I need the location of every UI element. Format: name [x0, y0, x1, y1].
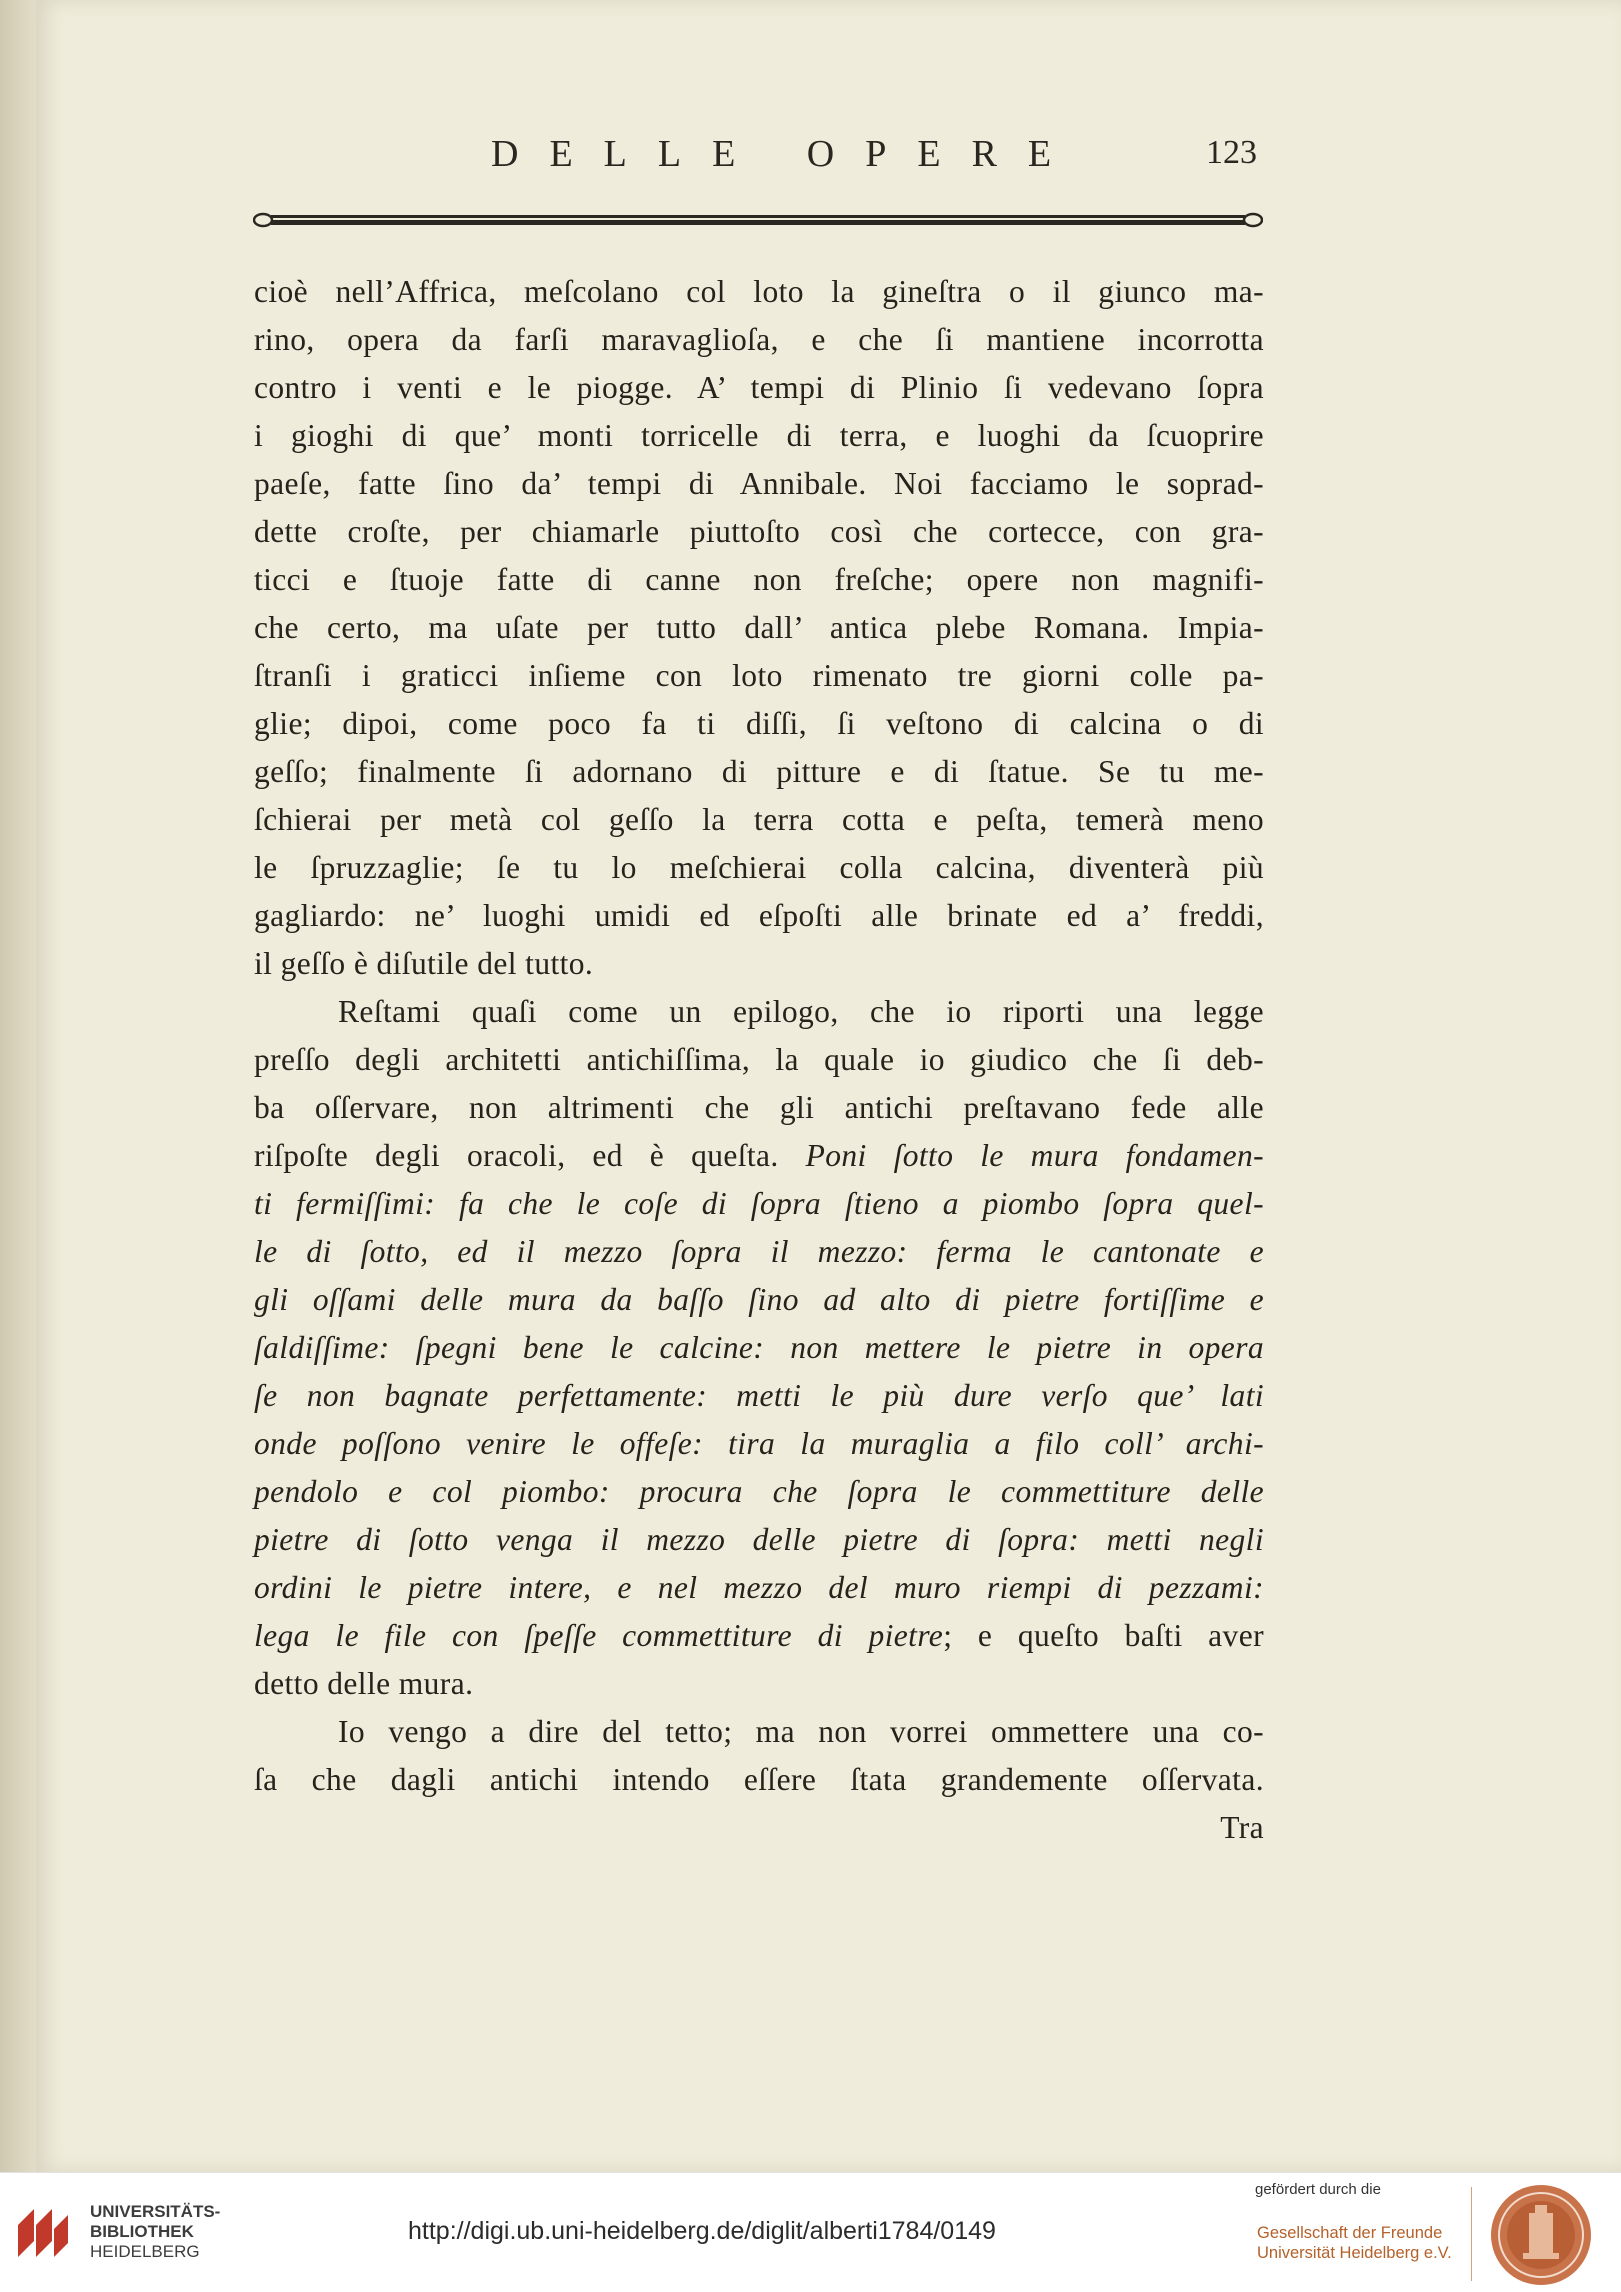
text-line: rino, opera da farſi maravaglioſa, e che ſi mantiene incorrotta [254, 322, 1264, 357]
sponsor-name-line2: Universität Heidelberg e.V. [1257, 2244, 1452, 2262]
roman-run: ; e queſto baſti aver [943, 1618, 1264, 1653]
text-line: Io vengo a dire del tetto; ma non vorrei ommettere una co- [338, 1714, 1264, 1749]
permalink-url[interactable]: http://digi.ub.uni-heidelberg.de/diglit/alberti1784/0149 [408, 2217, 996, 2245]
text-line: ſtranſi i graticci inſieme con loto rimenato tre giorni colle pa- [254, 658, 1264, 693]
text-line: Reſtami quaſi come un epilogo, che io riporti una legge [338, 994, 1264, 1029]
text-line: ordini le pietre intere, e nel mezzo del muro riempi di pezzami: [254, 1570, 1264, 1605]
text-line: preſſo degli architetti antichiſſima, la quale io giudico che ſi deb- [254, 1042, 1264, 1077]
text-line: dette croſte, per chiamarle piuttoſto così che cortecce, con gra- [254, 514, 1264, 549]
ornamental-rule [253, 208, 1263, 232]
catchword: Tra [1220, 1810, 1264, 1845]
text-line: ſchierai per metà col geſſo la terra cotta e peſta, temerà meno [254, 802, 1264, 837]
text-line: ſe non bagnate perfettamente: metti le più dure verſo que’ lati [254, 1378, 1264, 1413]
text-line: detto delle mura. [254, 1666, 474, 1701]
text-line: ba oſſervare, non altrimenti che gli antichi preſtavano fede alle [254, 1090, 1264, 1125]
ub-heidelberg-logo-icon [16, 2203, 72, 2259]
library-name-line2: BIBLIOTHEK [90, 2222, 194, 2241]
page-edge [0, 0, 36, 2172]
text-line: pietre di ſotto venga il mezzo delle pietre di ſopra: metti negli [254, 1522, 1264, 1557]
text-line: ſaldiſſime: ſpegni bene le calcine: non mettere le pietre in opera [254, 1330, 1264, 1365]
text-line: le di ſotto, ed il mezzo ſopra il mezzo: ferma le cantonate e [254, 1234, 1264, 1269]
footer-bar [0, 2172, 1621, 2292]
body-text [254, 268, 1264, 1852]
text-line: i gioghi di que’ monti torricelle di terra, e luoghi da ſcuoprire [254, 418, 1264, 453]
text-line: pendolo e col piombo: procura che ſopra le commettiture delle [254, 1474, 1264, 1509]
text-line: ticci e ſtuoje fatte di canne non freſche; opere non magnifi- [254, 562, 1264, 597]
text-line: gli oſſami delle mura da baſſo ſino ad alto di pietre fortiſſime e [254, 1282, 1264, 1317]
text-line: onde poſſono venire le offeſe: tira la muraglia a filo coll’ archi- [254, 1426, 1264, 1461]
library-name [90, 2202, 220, 2262]
library-name-line3: HEIDELBERG [90, 2242, 200, 2261]
text-line: geſſo; finalmente ſi adornano di pitture e di ſtatue. Se tu me- [254, 754, 1264, 789]
text-line: le ſpruzzaglie; ſe tu lo meſchierai colla calcina, diventerà più [254, 850, 1264, 885]
sponsor-name-line1: Gesellschaft der Freunde [1257, 2224, 1443, 2242]
page-number: 123 [1206, 134, 1257, 171]
sponsor-name[interactable] [1257, 2223, 1452, 2263]
text-line: gagliardo: ne’ luoghi umidi ed eſpoſti alle brinate ed a’ freddi, [254, 898, 1264, 933]
text-line: glie; dipoi, come poco fa ti diſſi, ſi veſtono di calcina o di [254, 706, 1264, 741]
italic-run: lega le file con ſpeſſe commettiture di pietre [254, 1618, 944, 1653]
text-line: il geſſo è diſutile del tutto. [254, 946, 594, 981]
text-line: contro i venti e le piogge. A’ tempi di Plinio ſi vedevano ſopra [254, 370, 1264, 405]
sponsor-label: gefördert durch die [1255, 2181, 1381, 2198]
book-page [36, 0, 1621, 2172]
text-line [254, 1132, 1264, 1180]
university-seal-icon [1489, 2183, 1593, 2287]
text-line [254, 1612, 1264, 1660]
running-head [491, 132, 1082, 176]
text-line: che certo, ma uſate per tutto dall’ antica plebe Romana. Impia- [254, 610, 1264, 645]
sponsor-divider [1471, 2187, 1472, 2281]
roman-run: riſpoſte degli oracoli, ed è queſta. [254, 1138, 806, 1173]
italic-run: Poni ſotto le mura fondamen- [805, 1138, 1264, 1173]
text-line: paeſe, fatte ſino da’ tempi di Annibale. Noi facciamo le soprad- [254, 466, 1264, 501]
text-line: ſa che dagli antichi intendo eſſere ſtata grandemente oſſervata. [254, 1762, 1264, 1797]
running-head-text: DELLE OPERE [491, 133, 1083, 175]
text-line: cioè nell’Affrica, meſcolano col loto la gineſtra o il giunco ma- [254, 274, 1264, 309]
library-name-line1: UNIVERSITÄTS- [90, 2202, 221, 2221]
text-line: ti fermiſſimi: fa che le coſe di ſopra ſtieno a piombo ſopra quel- [254, 1186, 1264, 1221]
